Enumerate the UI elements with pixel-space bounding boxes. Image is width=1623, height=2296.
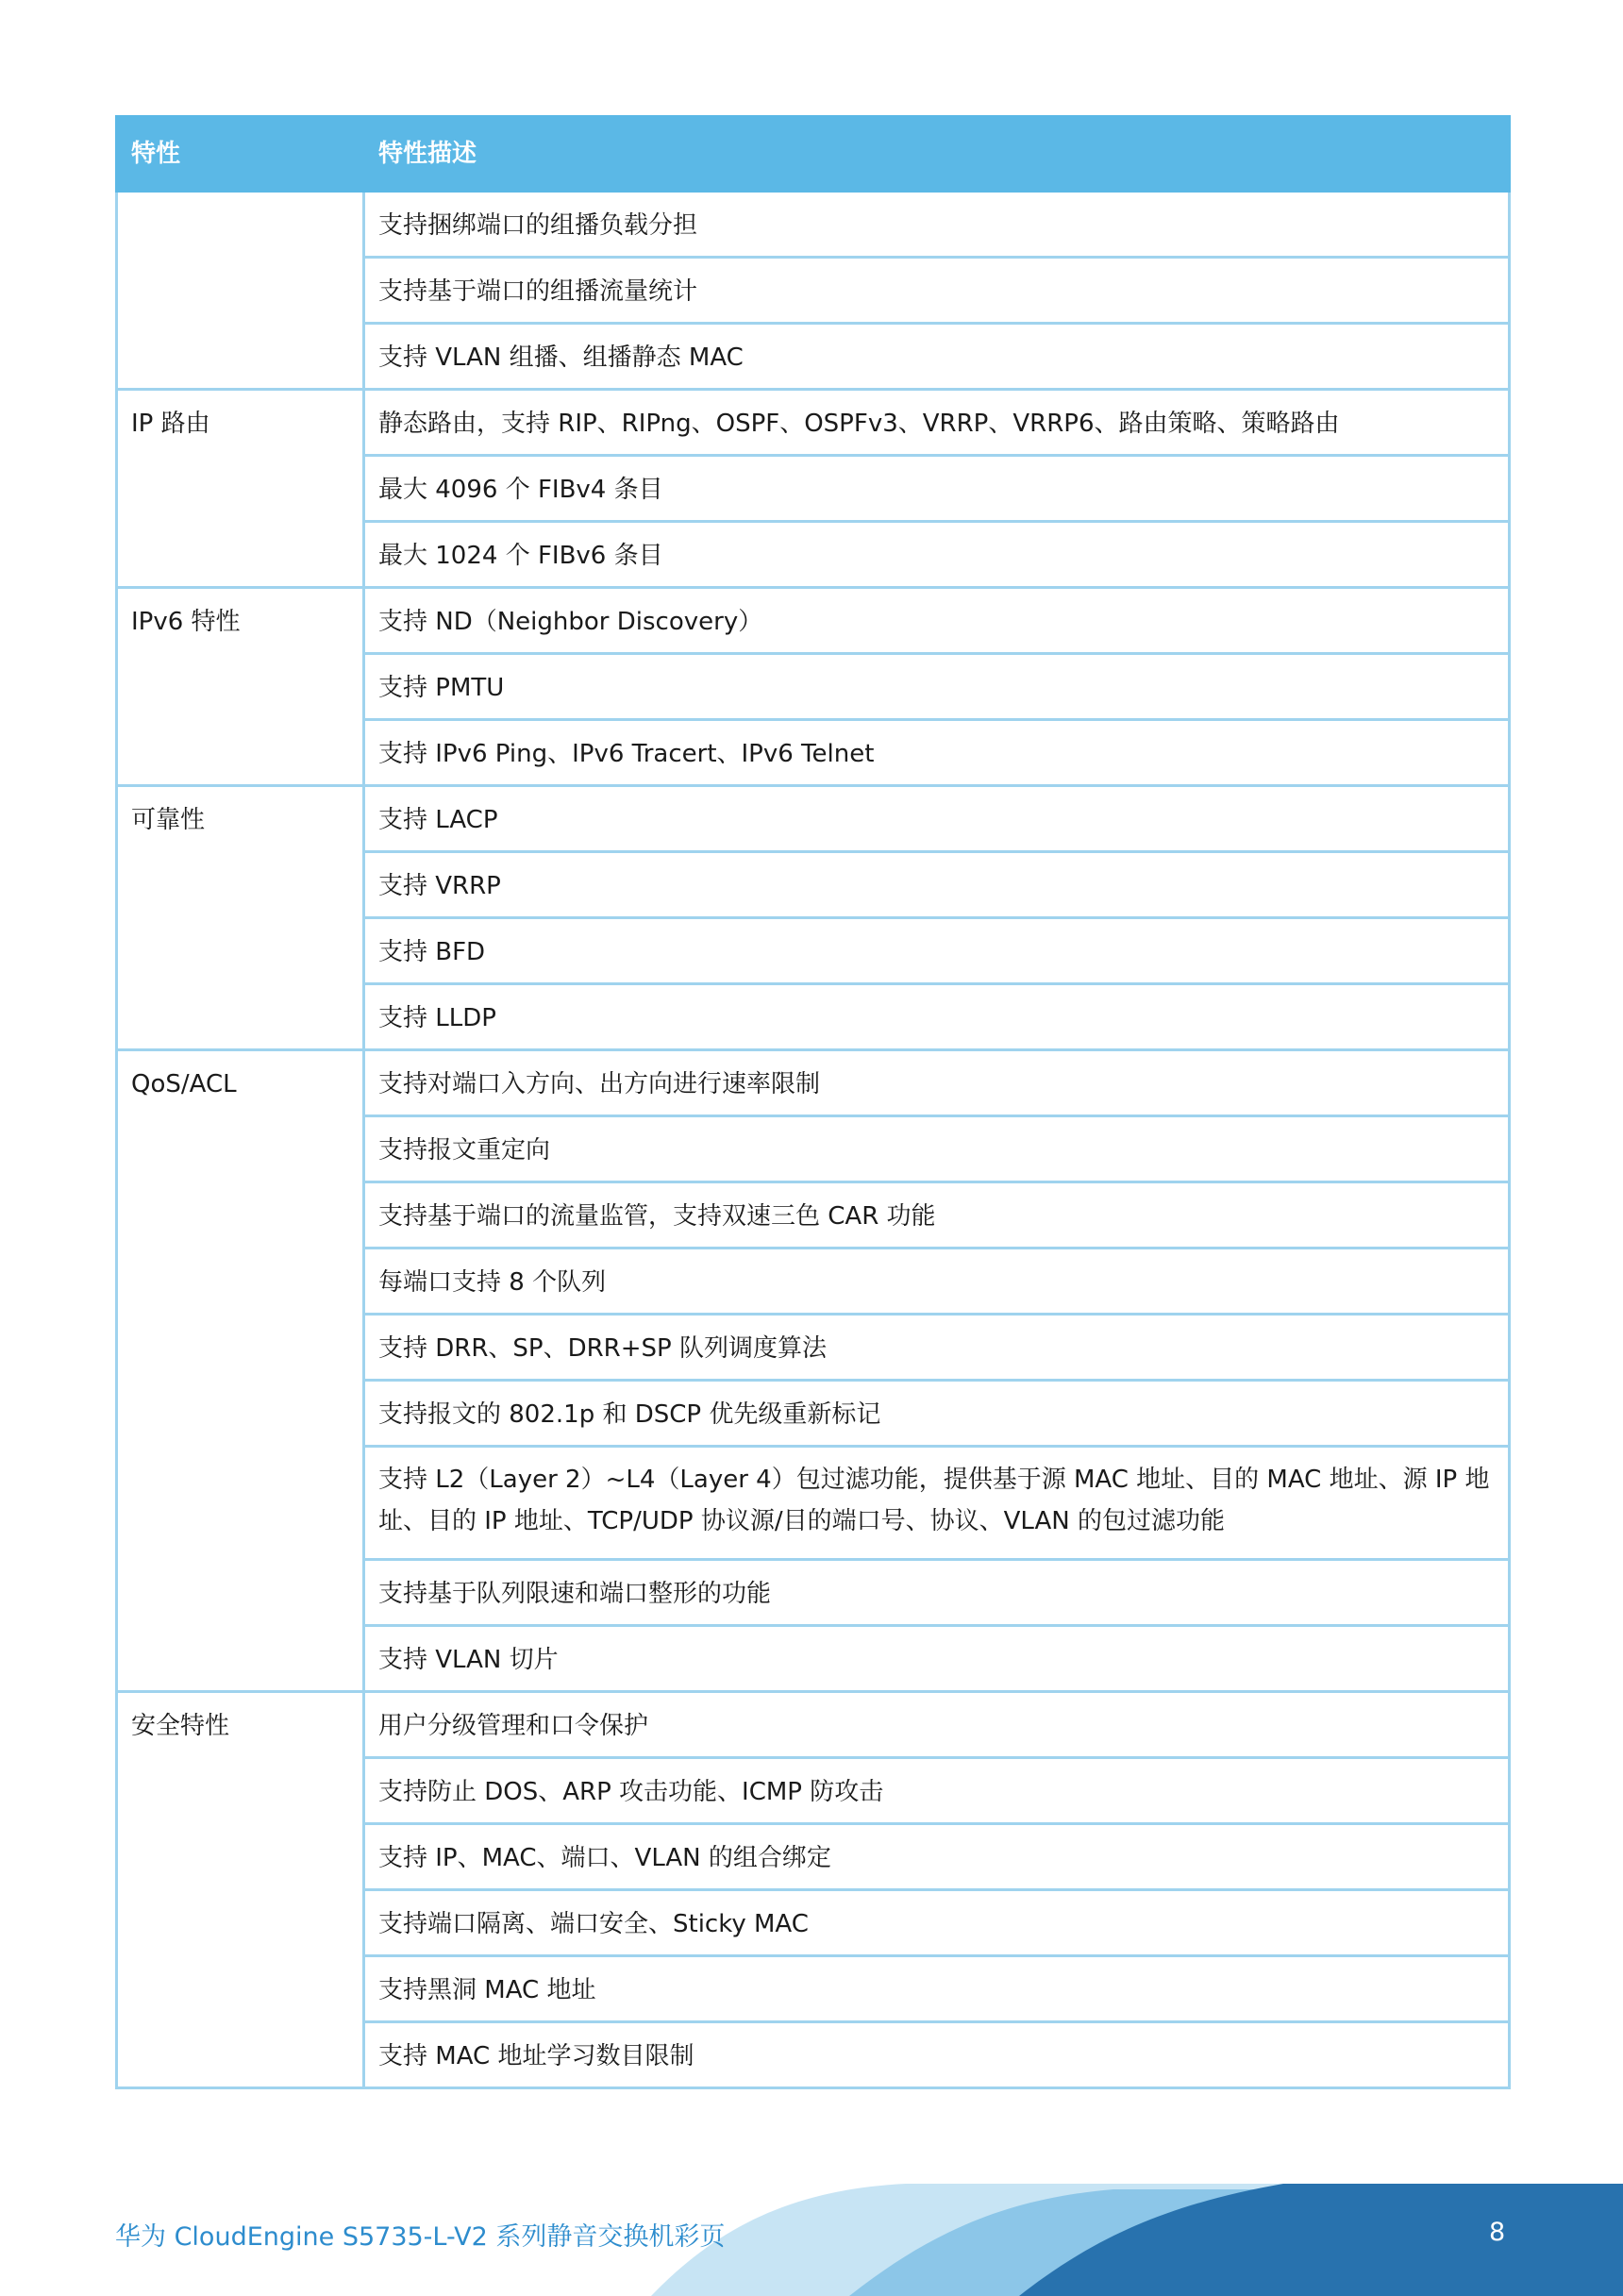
description-cell: 静态路由，支持 RIP、RIPng、OSPF、OSPFv3、VRRP、VRRP6、路由策略、策略路由 (364, 390, 1510, 456)
spec-table (115, 115, 1511, 2089)
description-cell: 支持报文重定向 (364, 1116, 1510, 1182)
description-cell: 支持基于端口的组播流量统计 (364, 258, 1510, 324)
table-header-row (117, 117, 1510, 192)
description-cell: 支持端口隔离、端口安全、Sticky MAC (364, 1890, 1510, 1956)
description-cell: 支持 LACP (364, 786, 1510, 852)
header-feature: 特性 (117, 117, 364, 192)
description-cell: 支持 PMTU (364, 654, 1510, 720)
table-row (117, 192, 1510, 258)
description-cell: 支持 DRR、SP、DRR+SP 队列调度算法 (364, 1315, 1510, 1381)
description-cell: 支持 MAC 地址学习数目限制 (364, 2022, 1510, 2088)
description-cell: 每端口支持 8 个队列 (364, 1249, 1510, 1315)
description-cell: 支持 ND（Neighbor Discovery） (364, 588, 1510, 654)
description-cell: 支持 VRRP (364, 852, 1510, 918)
table-row (117, 390, 1510, 456)
description-cell: 支持黑洞 MAC 地址 (364, 1956, 1510, 2022)
table-row (117, 588, 1510, 654)
feature-cell: IPv6 特性 (117, 588, 364, 786)
page-number: 8 (1489, 2218, 1506, 2247)
description-cell: 支持报文的 802.1p 和 DSCP 优先级重新标记 (364, 1381, 1510, 1447)
description-cell: 支持基于队列限速和端口整形的功能 (364, 1560, 1510, 1626)
description-cell: 支持防止 DOS、ARP 攻击功能、ICMP 防攻击 (364, 1758, 1510, 1824)
description-cell: 支持 VLAN 组播、组播静态 MAC (364, 324, 1510, 390)
feature-cell: IP 路由 (117, 390, 364, 588)
description-cell: 支持 L2（Layer 2）~L4（Layer 4）包过滤功能，提供基于源 MAC 地址、目的 MAC 地址、源 IP 地址、目的 IP 地址、TCP/UDP 协议源/目的端口号、协议、VLAN 的包过滤功能 (364, 1447, 1510, 1560)
description-cell: 支持基于端口的流量监管，支持双速三色 CAR 功能 (364, 1182, 1510, 1249)
footer-document-title: 华为 CloudEngine S5735-L-V2 系列静音交换机彩页 (115, 2222, 726, 2252)
description-cell: 用户分级管理和口令保护 (364, 1692, 1510, 1758)
description-cell: 最大 1024 个 FIBv6 条目 (364, 522, 1510, 588)
table-row (117, 1050, 1510, 1116)
description-cell: 支持对端口入方向、出方向进行速率限制 (364, 1050, 1510, 1116)
description-cell: 支持 IPv6 Ping、IPv6 Tracert、IPv6 Telnet (364, 720, 1510, 786)
feature-cell: 安全特性 (117, 1692, 364, 2088)
description-cell: 支持 VLAN 切片 (364, 1626, 1510, 1692)
description-cell: 支持 BFD (364, 918, 1510, 984)
feature-cell: QoS/ACL (117, 1050, 364, 1692)
description-cell: 支持 IP、MAC、端口、VLAN 的组合绑定 (364, 1824, 1510, 1890)
description-cell: 支持 LLDP (364, 984, 1510, 1050)
table-row (117, 786, 1510, 852)
description-cell: 最大 4096 个 FIBv4 条目 (364, 456, 1510, 522)
table-row (117, 1692, 1510, 1758)
feature-cell (117, 192, 364, 390)
header-description: 特性描述 (364, 117, 1510, 192)
feature-cell: 可靠性 (117, 786, 364, 1050)
description-cell: 支持捆绑端口的组播负载分担 (364, 192, 1510, 258)
